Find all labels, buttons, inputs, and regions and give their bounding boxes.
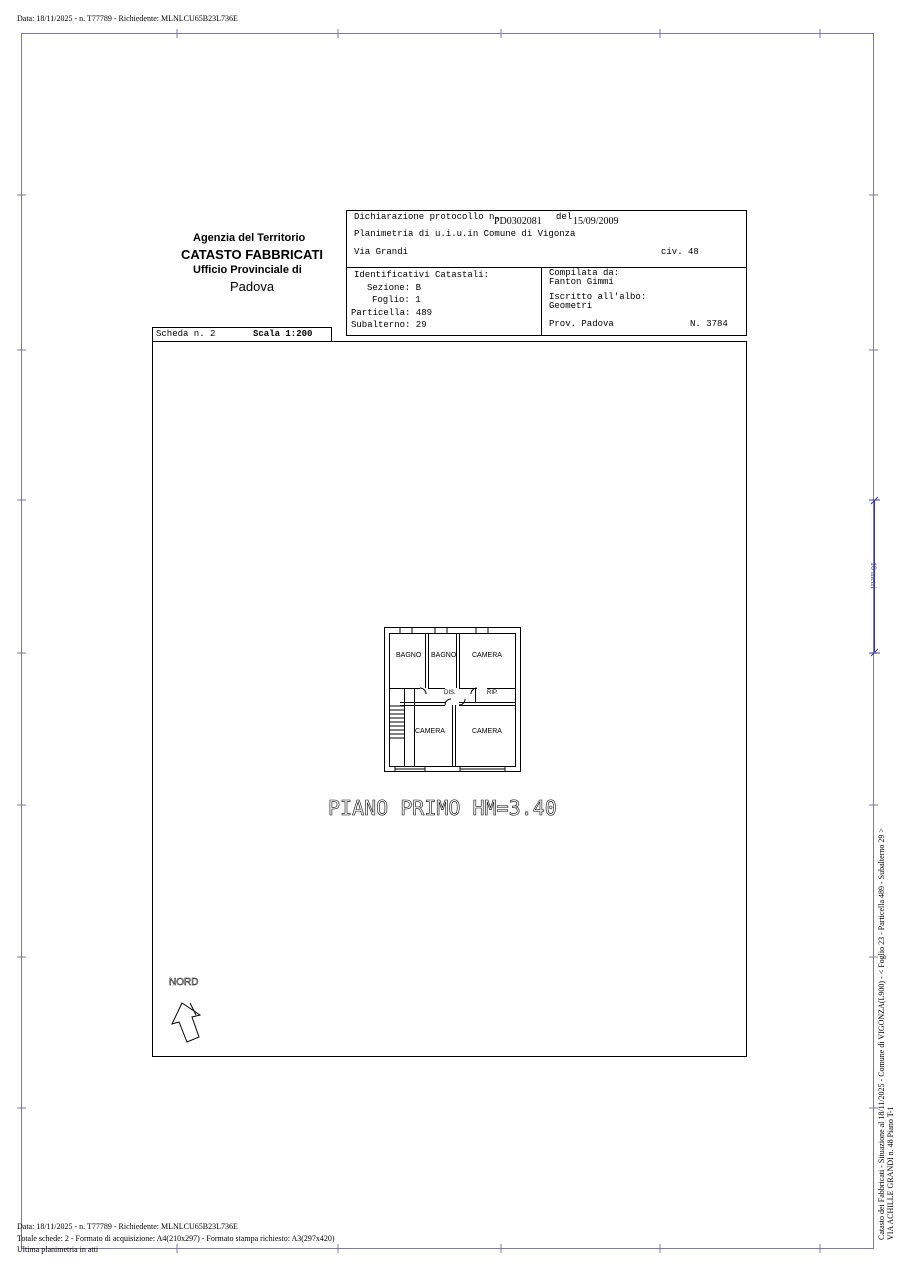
declaration-date: 15/09/2009 — [573, 216, 619, 227]
room-label-camera-3: CAMERA — [472, 728, 502, 735]
office-city: Padova — [230, 279, 275, 294]
protocol-number: PD0302081 — [494, 216, 542, 227]
floor-label: PIANO PRIMO HM=3.40 — [328, 796, 557, 820]
registry-name: CATASTO FABBRICATI — [181, 247, 324, 262]
identifiers-title: Identificativi Catastali: — [354, 270, 490, 280]
side-note-line1: Catasto dei Fabbricati - Situazione al 18/11/2025 - Comune di VIGONZA(L900) - < Foglio 23 - Particella 489 - Subalterno 29 > — [877, 828, 886, 1240]
planimetria-line: Planimetria di u.i.u.in Comune di Vigonza — [354, 229, 576, 239]
protocol-label: Dichiarazione protocollo n. — [354, 212, 500, 222]
agency-name: Agenzia del Territorio — [193, 232, 306, 244]
particella: Particella: 489 — [351, 308, 433, 318]
sheet-number: Scheda n. 2 — [156, 329, 216, 339]
registered-value: Geometri — [549, 301, 593, 311]
room-label-dis: DIS. — [444, 690, 456, 696]
room-label-rip: RIP. — [487, 690, 498, 696]
room-label-camera-1: CAMERA — [472, 652, 502, 659]
room-label-bagno-1: BAGNO — [396, 652, 422, 659]
sezione: Sezione: B — [367, 283, 422, 293]
north-label: NORD — [169, 977, 199, 988]
footer-request-line: Data: 18/11/2025 - n. T77789 - Richiedente: MLNLCU65B23L736E — [17, 1222, 238, 1231]
footer-last-plan: Ultima planimetria in atti — [17, 1245, 99, 1254]
ruler-label: 10 metri — [869, 562, 878, 589]
province: Prov. Padova — [549, 319, 614, 329]
side-note-line2: VIA ACHILLE GRANDI n. 48 Piano T-1 — [886, 1106, 895, 1240]
footer-format-line: Totale schede: 2 - Formato di acquisizione: A4(210x297) - Formato stampa richiesto: A3(297x420) — [17, 1234, 335, 1243]
header-request-line: Data: 18/11/2025 - n. T77789 - Richiedente: MLNLCU65B23L736E — [17, 14, 238, 23]
foglio: Foglio: 1 — [372, 295, 421, 305]
address: Via Grandi — [354, 247, 409, 257]
room-label-camera-2: CAMERA — [415, 728, 445, 735]
civic-number: civ. 48 — [661, 247, 699, 257]
compiled-label: Compilata da: — [549, 268, 620, 278]
office-label: Ufficio Provinciale di — [193, 264, 302, 276]
subalterno: Subalterno: 29 — [351, 320, 427, 330]
compiled-name: Fanton Gimmi — [549, 277, 614, 287]
registration-number: N. 3784 — [690, 319, 728, 329]
registered-label: Iscritto all'albo: — [549, 292, 647, 302]
sheet-scale: Scala 1:200 — [253, 329, 313, 339]
room-label-bagno-2: BAGNO — [431, 652, 457, 659]
date-label: del — [556, 212, 573, 222]
